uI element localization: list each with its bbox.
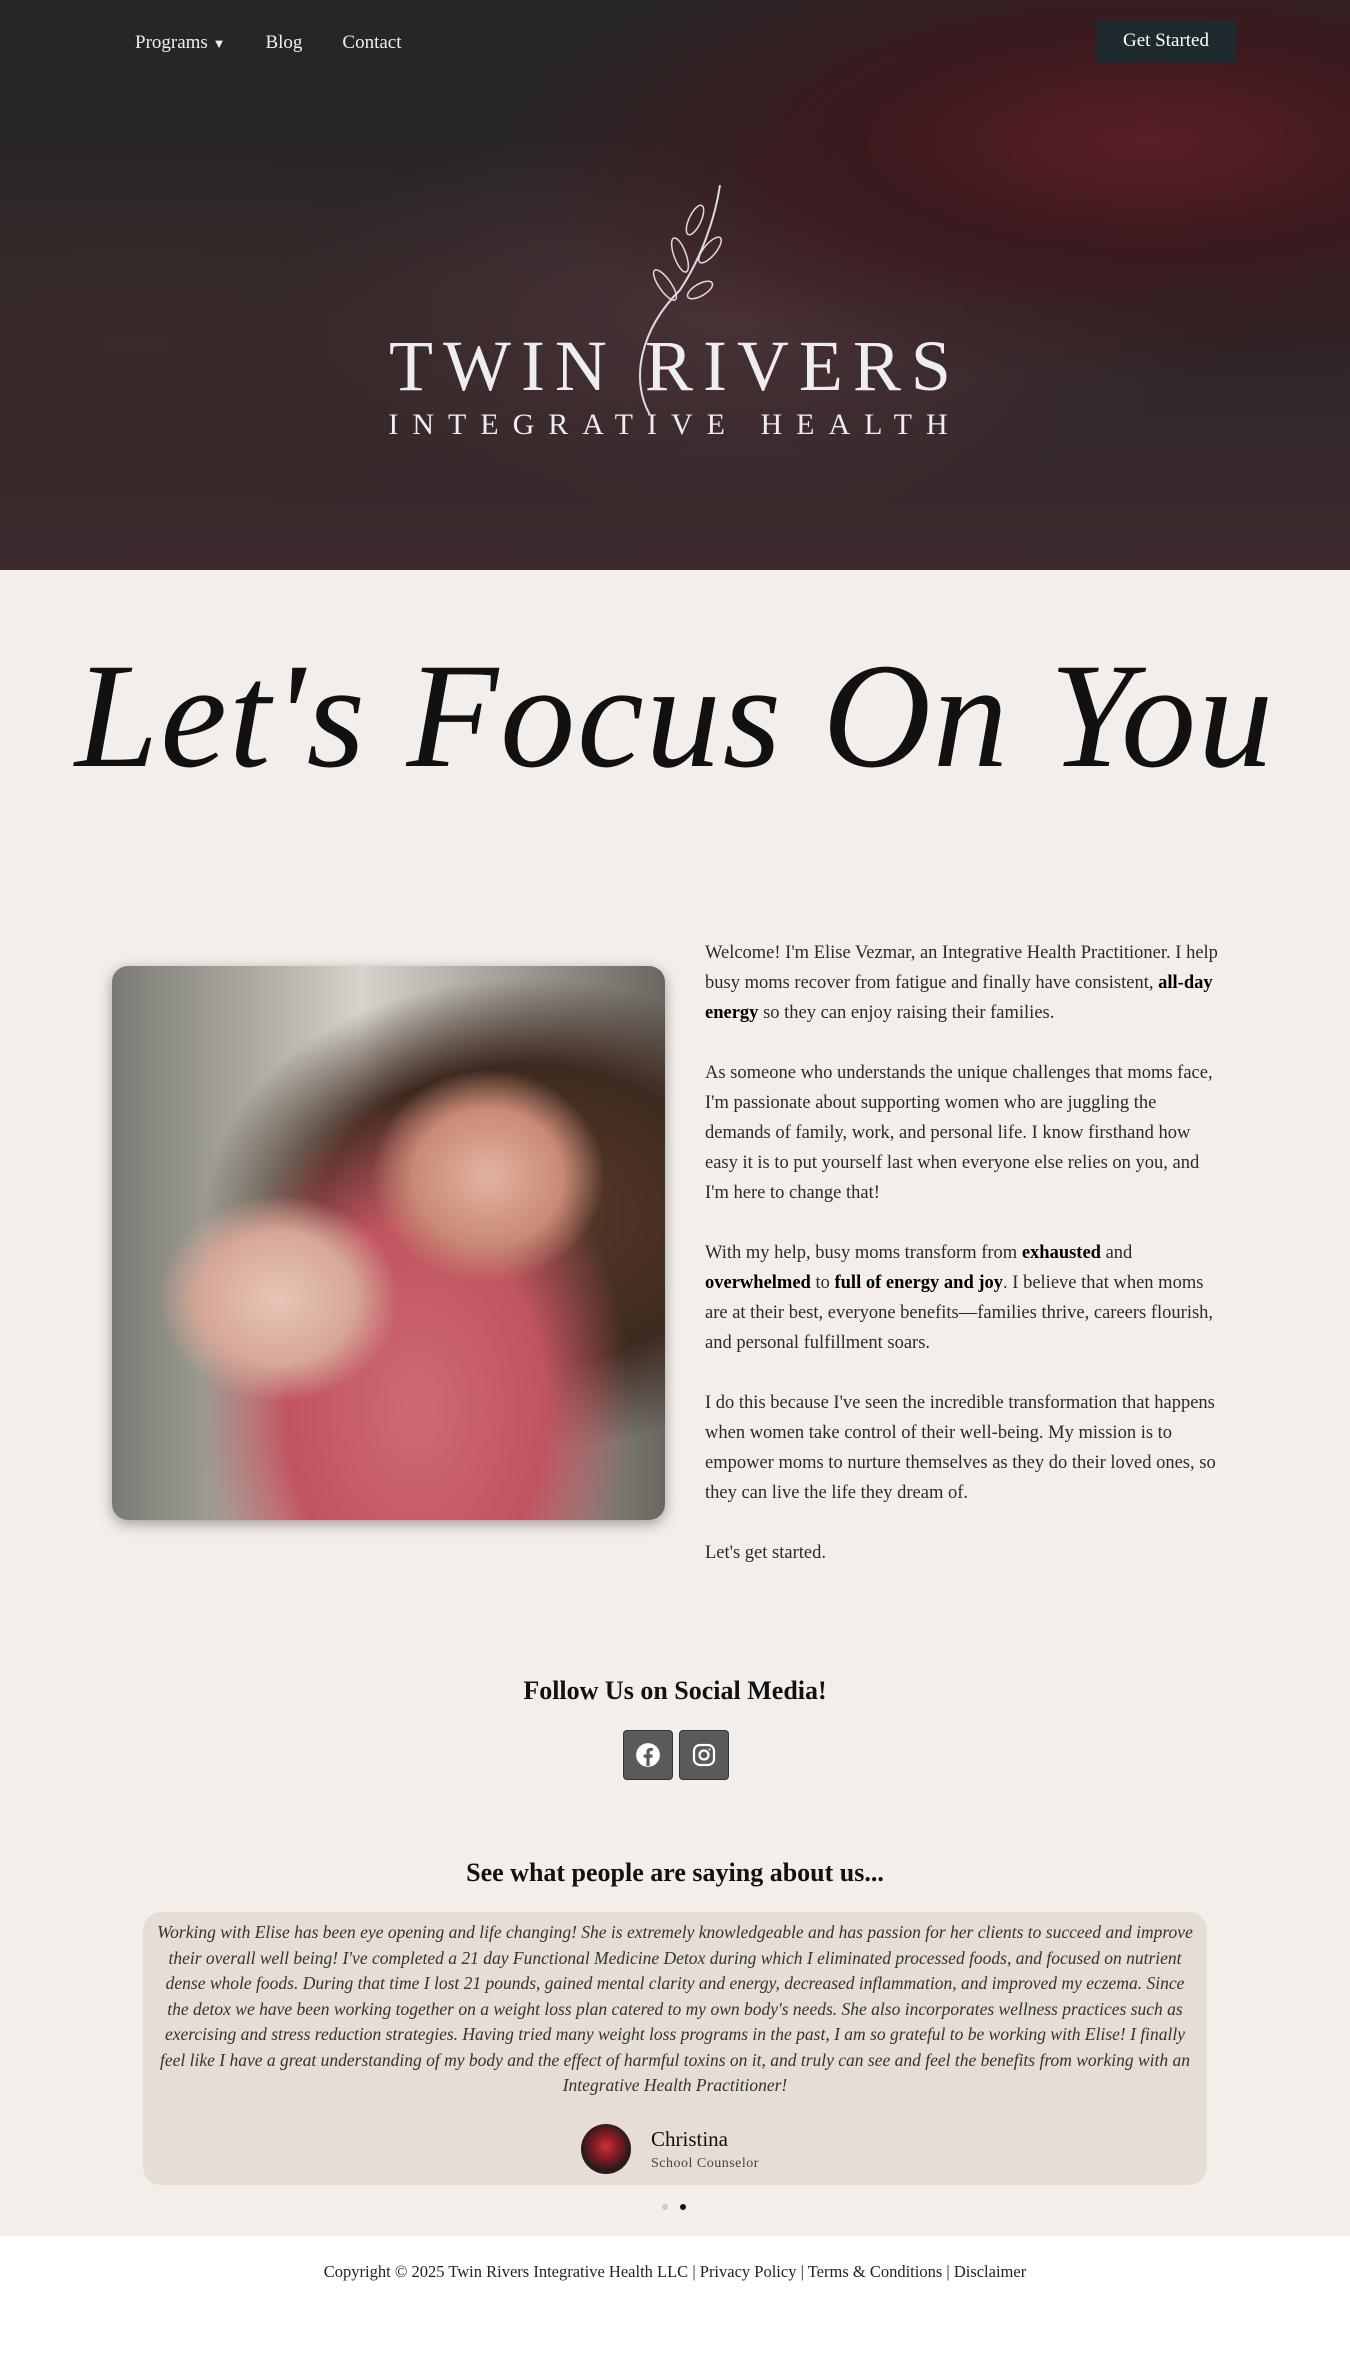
social-icons <box>623 1730 729 1780</box>
disclaimer-link[interactable]: Disclaimer <box>953 2262 1027 2281</box>
page-heading: Let's Focus On You <box>74 633 1276 799</box>
nav-contact[interactable]: Contact <box>342 32 402 53</box>
social-heading: Follow Us on Social Media! <box>523 1676 827 1705</box>
terms-link[interactable]: Terms & Conditions <box>807 2262 943 2281</box>
avatar <box>581 2124 631 2174</box>
get-started-button[interactable]: Get Started <box>1096 20 1236 62</box>
testimonial-card <box>143 1912 1207 2185</box>
portrait-photo <box>112 966 665 1520</box>
facebook-icon <box>635 1742 661 1768</box>
carousel-dot-2[interactable] <box>680 2204 686 2210</box>
facebook-link[interactable] <box>623 1730 673 1780</box>
logo: TWIN RIVERS INTEGRATIVE HEALTH <box>0 180 1350 442</box>
hero <box>0 0 1350 570</box>
testimonial-quote: Working with Elise has been eye opening and life changing! She is extremely knowledgeable and has passion for her clients to succeed and improve their overall well being! I've completed a 21 day Functional Medicine Detox during which I eliminated processed foods, and focused on nutrient dense whole foods. During that time I lost 21 pounds, gained mental clarity and energy, decreased inflammation, and improved my eczema. Since the detox we have been working together on a weight loss plan catered to my own body's needs. She also incorporates wellness practices such as exercising and stress reduction strategies. Having tried many weight loss programs in the past, I am so grateful to be working with Elise! I finally feel like I have a great understanding of my body and the effect of harmful toxins on it, and truly can see and feel the benefits from working with an Integrative Health Practitioner! <box>157 1922 1193 2095</box>
nav-blog[interactable]: Blog <box>265 32 303 53</box>
caret-down-icon: ▼ <box>212 36 226 51</box>
testimonials-heading: See what people are saying about us... <box>466 1858 884 1887</box>
nav-programs[interactable]: Programs ▼ <box>135 32 226 53</box>
instagram-link[interactable] <box>679 1730 729 1780</box>
carousel-dots <box>662 2204 686 2210</box>
testimonial-author: Christina School Counselor <box>581 2124 759 2174</box>
leaf-branch-icon <box>620 180 730 420</box>
bio-text: Welcome! I'm Elise Vezmar, an Integrative Health Practitioner. I help busy moms recover from fatigue and finally have consistent, all-day energy so they can enjoy raising their families. As someone who understands the unique challenges that moms face, I'm passionate about supporting women who are juggling the demands of family, work, and personal life. I know firsthand how easy it is to put yourself last when everyone else relies on you, and I'm here to change that! With my help, busy moms transform from exhausted and overwhelmed to full of energy and joy. I believe that when moms are at their best, everyone benefits—families thrive, careers flourish, and personal fulfillment soars. I do this because I've seen the incredible transformation that happens when women take control of their well-being. My mission is to empower moms to nurture themselves as they do their loved ones, so they can live the life they dream of. Let's get started. <box>705 943 1218 1563</box>
instagram-icon <box>692 1743 716 1767</box>
footer: Copyright © 2025 Twin Rivers Integrative Health LLC | Privacy Policy | Terms & Conditions | Disclaimer <box>0 2236 1350 2356</box>
privacy-policy-link[interactable]: Privacy Policy <box>699 2262 797 2281</box>
main-nav <box>135 28 402 58</box>
carousel-dot-1[interactable] <box>662 2204 668 2210</box>
